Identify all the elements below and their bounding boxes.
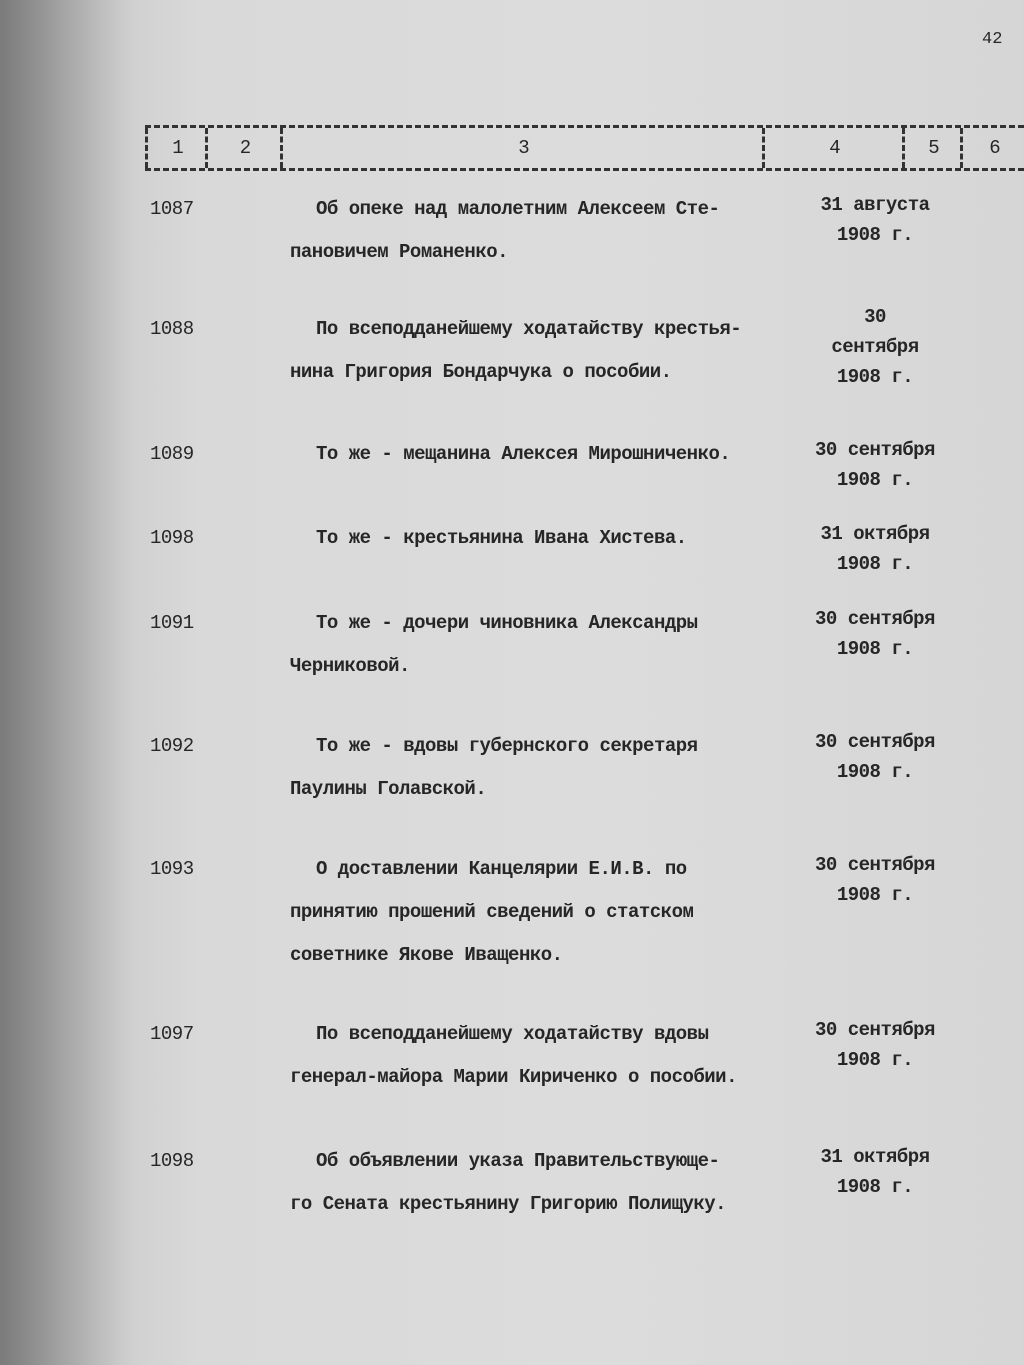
case-description — [290, 517, 800, 560]
date-line: 31 октября — [820, 1146, 930, 1168]
header-col-4: 4 — [762, 128, 905, 168]
date-line: 1908 г. — [836, 366, 914, 388]
case-number: 1091 — [150, 612, 194, 634]
case-description — [290, 848, 800, 977]
description-line: нина Григория Бондарчука о пособии. — [290, 361, 672, 383]
description-line: То же - дочери чиновника Александры — [316, 612, 698, 634]
description-line: Об объявлении указа Правительствующе- — [316, 1150, 720, 1172]
case-number: 1087 — [150, 198, 194, 220]
description-line: То же - крестьянина Ивана Хистева. — [316, 527, 687, 549]
case-number: 1093 — [150, 858, 194, 880]
description-line: Черниковой. — [290, 655, 410, 677]
date-line: 1908 г. — [836, 884, 914, 906]
date-line: 30 сентября — [815, 854, 935, 876]
case-description — [290, 1140, 800, 1226]
case-description — [290, 188, 800, 274]
case-description — [290, 1013, 800, 1099]
date-line: 30 сентября — [815, 439, 935, 461]
case-description — [290, 725, 800, 811]
case-description — [290, 433, 800, 476]
date-line: 1908 г. — [836, 1049, 914, 1071]
table-header — [145, 125, 1024, 171]
description-line: По всеподданейшему ходатайству крестья- — [316, 318, 742, 340]
case-date — [800, 302, 950, 392]
description-line: принятию прошений сведений о статском — [290, 901, 694, 923]
case-number: 1089 — [150, 443, 194, 465]
date-line: 1908 г. — [836, 469, 914, 491]
description-line: пановичем Романенко. — [290, 241, 509, 263]
case-date — [800, 850, 950, 910]
case-number: 1092 — [150, 735, 194, 757]
description-line: Паулины Голавской. — [290, 778, 487, 800]
date-line: 31 октября — [820, 523, 930, 545]
date-line: 30 — [864, 306, 886, 328]
date-line: 1908 г. — [836, 761, 914, 783]
date-line: 1908 г. — [836, 638, 914, 660]
date-line: 31 августа — [820, 194, 930, 216]
header-col-3: 3 — [280, 128, 765, 168]
case-number: 1097 — [150, 1023, 194, 1045]
description-line: О доставлении Канцелярии Е.И.В. по — [316, 858, 687, 880]
case-description — [290, 308, 800, 394]
page-number: 42 — [982, 30, 1003, 49]
date-line: 30 сентября — [815, 1019, 935, 1041]
date-line: 1908 г. — [836, 553, 914, 575]
date-line: 1908 г. — [836, 1176, 914, 1198]
header-col-6: 6 — [960, 128, 1024, 168]
date-line: 1908 г. — [836, 224, 914, 246]
description-line: Об опеке над малолетним Алексеем Сте- — [316, 198, 720, 220]
case-number: 1098 — [150, 1150, 194, 1172]
case-number: 1088 — [150, 318, 194, 340]
date-line: 30 сентября — [815, 731, 935, 753]
header-col-1: 1 — [145, 128, 208, 168]
case-date — [800, 435, 950, 495]
description-line: го Сената крестьянину Григорию Полищуку. — [290, 1193, 727, 1215]
header-col-5: 5 — [902, 128, 963, 168]
date-line: 30 сентября — [815, 608, 935, 630]
date-line: сентября — [831, 336, 919, 358]
description-line: советнике Якове Иващенко. — [290, 944, 563, 966]
description-line: То же - вдовы губернского секретаря — [316, 735, 698, 757]
case-description — [290, 602, 800, 688]
case-date — [800, 727, 950, 787]
case-date — [800, 519, 950, 579]
case-date — [800, 1142, 950, 1202]
case-date — [800, 190, 950, 250]
case-number: 1098 — [150, 527, 194, 549]
case-date — [800, 604, 950, 664]
description-line: По всеподданейшему ходатайству вдовы — [316, 1023, 709, 1045]
case-date — [800, 1015, 950, 1075]
description-line: То же - мещанина Алексея Мирошниченко. — [316, 443, 731, 465]
previous-page-edge — [0, 0, 135, 1365]
description-line: генерал-майора Марии Кириченко о пособии. — [290, 1066, 737, 1088]
header-col-2: 2 — [205, 128, 283, 168]
